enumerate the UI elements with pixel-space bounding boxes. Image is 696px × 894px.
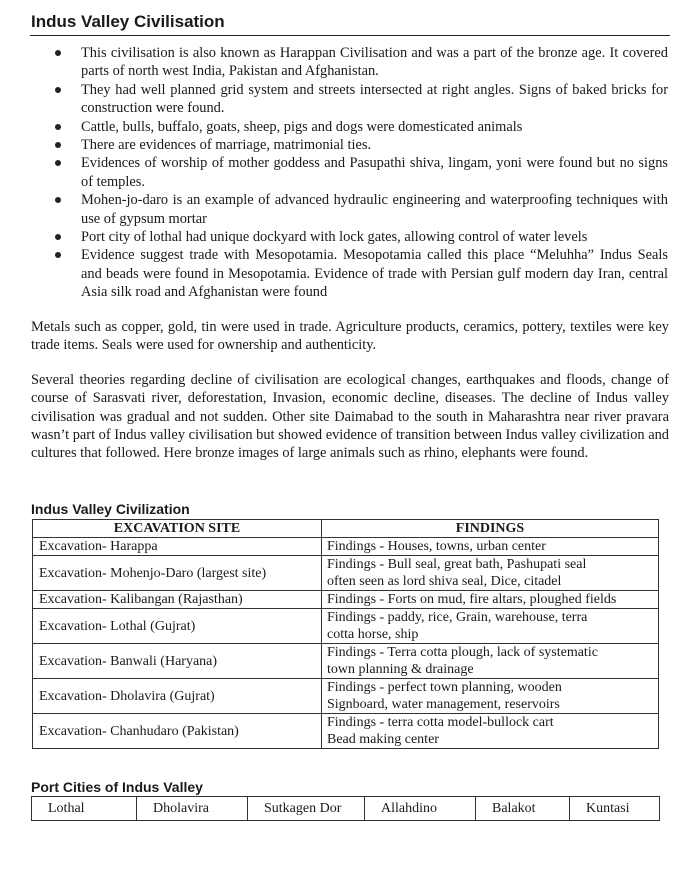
port-city-cell: Dholavira bbox=[137, 797, 248, 821]
bullet-text: Cattle, bulls, buffalo, goats, sheep, pigs and dogs were domesticated animals bbox=[81, 118, 523, 135]
bullet-item bbox=[0, 44, 696, 81]
bullet-item bbox=[0, 228, 696, 246]
bullet-text: There are evidences of marriage, matrimonial ties. bbox=[81, 137, 372, 154]
bullet-item bbox=[0, 81, 696, 118]
trade-paragraph: Metals such as copper, gold, tin were used in trade. Agriculture products, ceramics, pottery, textiles were key trade items. Seals were used for ownership and authenticity. bbox=[31, 319, 669, 354]
table-row bbox=[33, 609, 659, 644]
findings-line: Findings - perfect town planning, wooden bbox=[327, 680, 562, 695]
bullet-text: This civilisation is also known as Harappan Civilisation and was a part of the bronze age. It covered parts of north west India, Pakistan and Afghanistan. bbox=[81, 45, 668, 80]
site-cell: Excavation- Lothal (Gujrat) bbox=[33, 609, 322, 644]
bullet-text: Evidence suggest trade with Mesopotamia. Mesopotamia called this place “Meluhha” Indus Seals and beads were found in Mesopotamia. Evidence of trade with Persian gulf modern day Iran, central Asia silk road and Afghanistan were found bbox=[81, 247, 668, 301]
port-city-cell: Kuntasi bbox=[570, 797, 660, 821]
bullet-text: Port city of lothal had unique dockyard with lock gates, allowing control of water levels bbox=[81, 229, 588, 246]
bullet-list bbox=[0, 44, 696, 302]
bullet-item bbox=[0, 154, 696, 191]
findings-cell bbox=[322, 609, 659, 644]
findings-line: Bead making center bbox=[327, 732, 439, 747]
excavation-table-title: Indus Valley Civilization bbox=[31, 501, 190, 517]
port-cities-title: Port Cities of Indus Valley bbox=[31, 779, 203, 795]
findings-cell bbox=[322, 591, 659, 609]
port-city-cell: Sutkagen Dor bbox=[248, 797, 365, 821]
findings-line: Signboard, water management, reservoirs bbox=[327, 697, 560, 712]
table-row bbox=[33, 679, 659, 714]
table-row bbox=[33, 644, 659, 679]
bullet-item bbox=[0, 191, 696, 228]
port-cities-table bbox=[31, 796, 660, 821]
findings-line: cotta horse, ship bbox=[327, 627, 419, 642]
bullet-item bbox=[0, 136, 696, 154]
table-row bbox=[33, 556, 659, 591]
port-city-cell: Allahdino bbox=[365, 797, 476, 821]
findings-line: Findings - terra cotta model-bullock cart bbox=[327, 715, 554, 730]
findings-line: Findings - Bull seal, great bath, Pashupati seal bbox=[327, 557, 587, 572]
findings-cell bbox=[322, 679, 659, 714]
decline-paragraph: Several theories regarding decline of civilisation are ecological changes, earthquakes and floods, change of course of Sarasvati river, deforestation, Invasion, economic decline, diseases. The decline of Indus valley civilisation was gradual and not sudden. Other site Daimabad to the south in Maharashtra near river pravara wasn’t part of Indus valley civilisation but showed evidence of transition between Indus valley civilization and cultures that followed. Here bronze images of large animals such as rhino, elephants were found. bbox=[31, 372, 669, 462]
port-city-cell: Balakot bbox=[476, 797, 570, 821]
column-header-findings: FINDINGS bbox=[322, 520, 659, 538]
findings-line: often seen as lord shiva seal, Dice, citadel bbox=[327, 574, 562, 589]
site-cell: Excavation- Mohenjo-Daro (largest site) bbox=[33, 556, 322, 591]
site-cell: Excavation- Harappa bbox=[33, 538, 322, 556]
title-underline bbox=[30, 35, 670, 36]
page-title: Indus Valley Civilisation bbox=[31, 12, 225, 31]
findings-line: Findings - Forts on mud, fire altars, ploughed fields bbox=[327, 592, 617, 607]
excavation-table bbox=[32, 519, 659, 749]
findings-cell bbox=[322, 538, 659, 556]
site-cell: Excavation- Dholavira (Gujrat) bbox=[33, 679, 322, 714]
site-cell: Excavation- Banwali (Haryana) bbox=[33, 644, 322, 679]
findings-line: Findings - Houses, towns, urban center bbox=[327, 539, 546, 554]
bullet-text: Mohen-jo-daro is an example of advanced hydraulic engineering and waterproofing techniques with use of gypsum mortar bbox=[81, 192, 668, 227]
findings-cell bbox=[322, 556, 659, 591]
port-cities-row bbox=[32, 797, 660, 821]
bullet-item bbox=[0, 118, 696, 136]
findings-cell bbox=[322, 644, 659, 679]
column-header-site: EXCAVATION SITE bbox=[33, 520, 322, 538]
findings-line: Findings - paddy, rice, Grain, warehouse, terra bbox=[327, 610, 588, 625]
table-header-row bbox=[33, 520, 659, 538]
table-row bbox=[33, 591, 659, 609]
bullet-item bbox=[0, 246, 696, 301]
bullet-text: Evidences of worship of mother goddess and Pasupathi shiva, lingam, yoni were found but no signs of temples. bbox=[81, 155, 668, 190]
table-row bbox=[33, 538, 659, 556]
site-cell: Excavation- Chanhudaro (Pakistan) bbox=[33, 714, 322, 749]
port-city-cell: Lothal bbox=[32, 797, 137, 821]
findings-line: Findings - Terra cotta plough, lack of systematic bbox=[327, 645, 598, 660]
findings-line: town planning & drainage bbox=[327, 662, 474, 677]
site-cell: Excavation- Kalibangan (Rajasthan) bbox=[33, 591, 322, 609]
table-row bbox=[33, 714, 659, 749]
bullet-text: They had well planned grid system and streets intersected at right angles. Signs of baked bricks for construction were found. bbox=[81, 81, 668, 117]
findings-cell bbox=[322, 714, 659, 749]
